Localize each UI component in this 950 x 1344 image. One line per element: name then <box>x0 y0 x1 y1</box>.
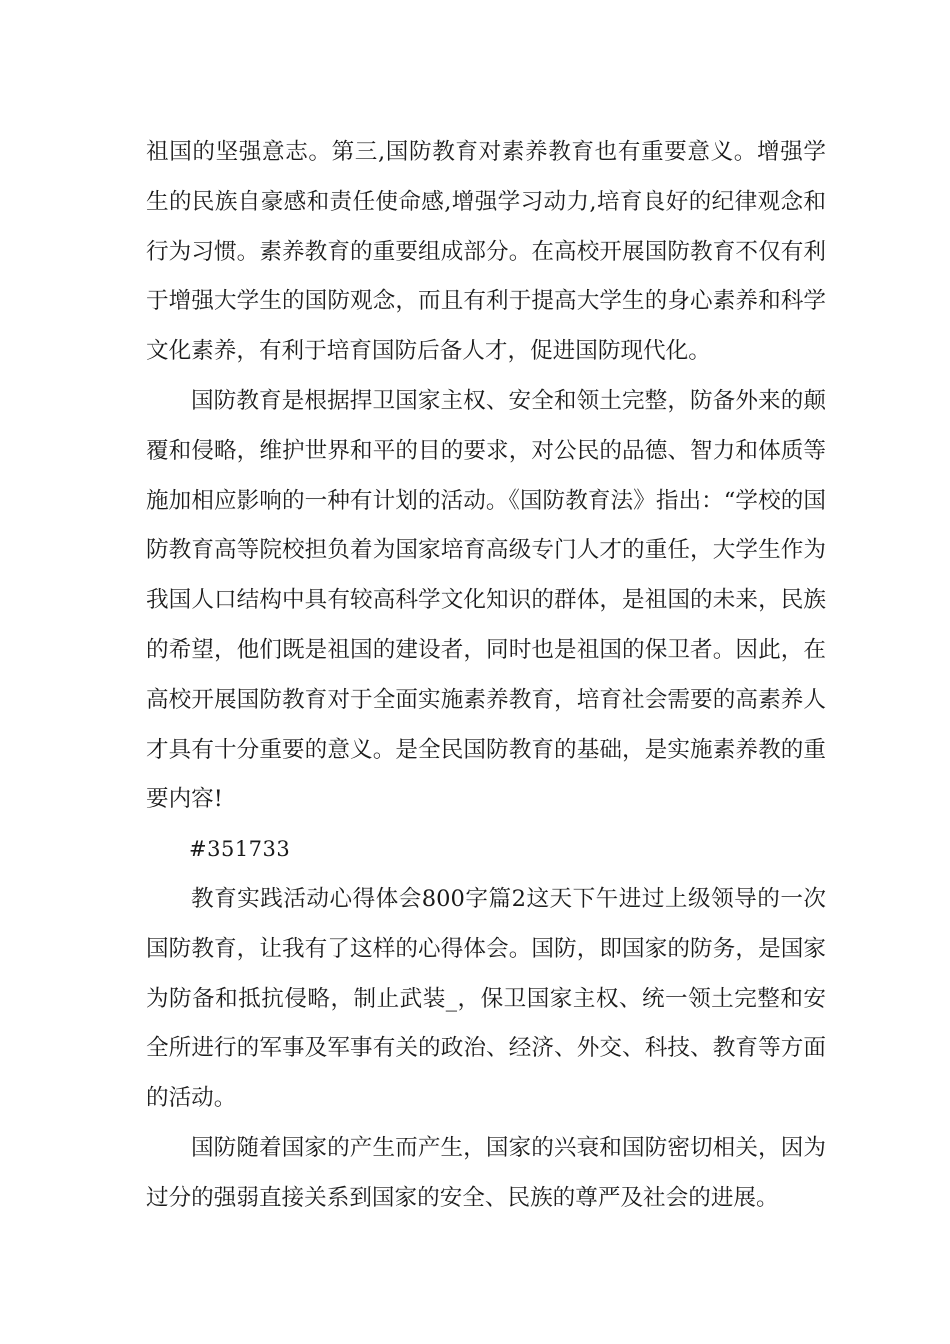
paragraph-2: 国防教育是根据捍卫国家主权、安全和领土完整，防备外来的颠覆和侵略，维护世界和平的目的要求，对公民的品德、智力和体质等施加相应影响的一种有计划的活动。《国防教育法》指出：“学校的国防教育高等院校担负着为国家培育高级专门人才的重任，大学生作为我国人口结构中具有较高科学文化知识的群体，是祖国的未来，民族的希望，他们既是祖国的建设者，同时也是祖国的保卫者。因此，在高校开展国防教育对于全面实施素养教育，培育社会需要的高素养人才具有十分重要的意义。是全民国防教育的基础，是实施素养教的重要内容! <box>146 387 826 813</box>
document-body <box>146 128 826 1224</box>
document-id-tag: #351733 <box>189 837 291 862</box>
paragraph-4: 国防随着国家的产生而产生，国家的兴衰和国防密切相关，因为过分的强弱直接关系到国家的安全、民族的尊严及社会的进展。 <box>146 1134 826 1211</box>
paragraph-3: 教育实践活动心得体会800字篇2这天下午进过上级领导的一次国防教育，让我有了这样的心得体会。国防，即国家的防务，是国家为防备和抵抗侵略，制止武装_，保卫国家主权、统一领土完整和安全所进行的军事及军事有关的政治、经济、外交、科技、教育等方面的活动。 <box>146 885 826 1112</box>
paragraph-1: 祖国的坚强意志。第三,国防教育对素养教育也有重要意义。增强学生的民族自豪感和责任使命感,增强学习动力,培育良好的纪律观念和行为习惯。素养教育的重要组成部分。在高校开展国防教育不仅有利于增强大学生的国防观念，而且有利于提高大学生的身心素养和科学文化素养，有利于培育国防后备人才，促进国防现代化。 <box>146 139 826 365</box>
